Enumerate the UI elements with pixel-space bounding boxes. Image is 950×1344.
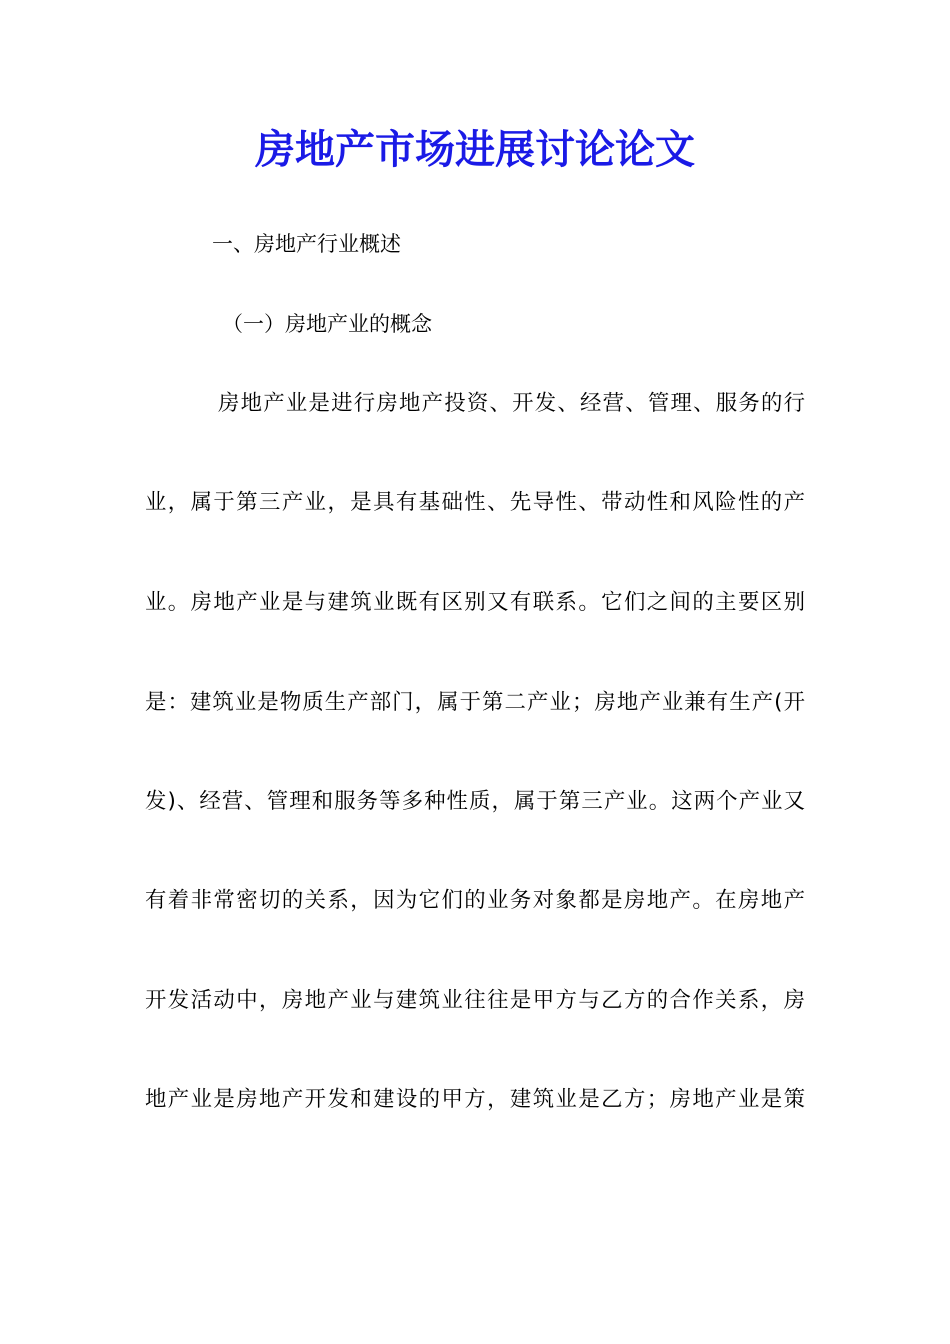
paragraph-line: 房地产业是进行房地产投资、开发、经营、管理、服务的行 bbox=[218, 391, 805, 416]
section-heading: 一、房地产行业概述 bbox=[212, 232, 401, 256]
paragraph-line: 有着非常密切的关系，因为它们的业务对象都是房地产。在房地产 bbox=[145, 888, 805, 913]
paragraph-line: 是：建筑业是物质生产部门，属于第二产业；房地产业兼有生产(开 bbox=[145, 690, 805, 715]
paragraph-line: 地产业是房地产开发和建设的甲方，建筑业是乙方；房地产业是策 bbox=[145, 1087, 805, 1112]
paragraph-line: 开发活动中，房地产业与建筑业往往是甲方与乙方的合作关系，房 bbox=[145, 988, 805, 1013]
paragraph-line: 业，属于第三产业，是具有基础性、先导性、带动性和风险性的产 bbox=[145, 490, 805, 515]
paragraph-line: 发)、经营、管理和服务等多种性质，属于第三产业。这两个产业又 bbox=[145, 789, 805, 814]
document-title: 房地产市场进展讨论论文 bbox=[255, 126, 695, 173]
subsection-heading: （一）房地产业的概念 bbox=[222, 312, 432, 336]
paragraph-line: 业。房地产业是与建筑业既有区别又有联系。它们之间的主要区别 bbox=[145, 590, 805, 615]
